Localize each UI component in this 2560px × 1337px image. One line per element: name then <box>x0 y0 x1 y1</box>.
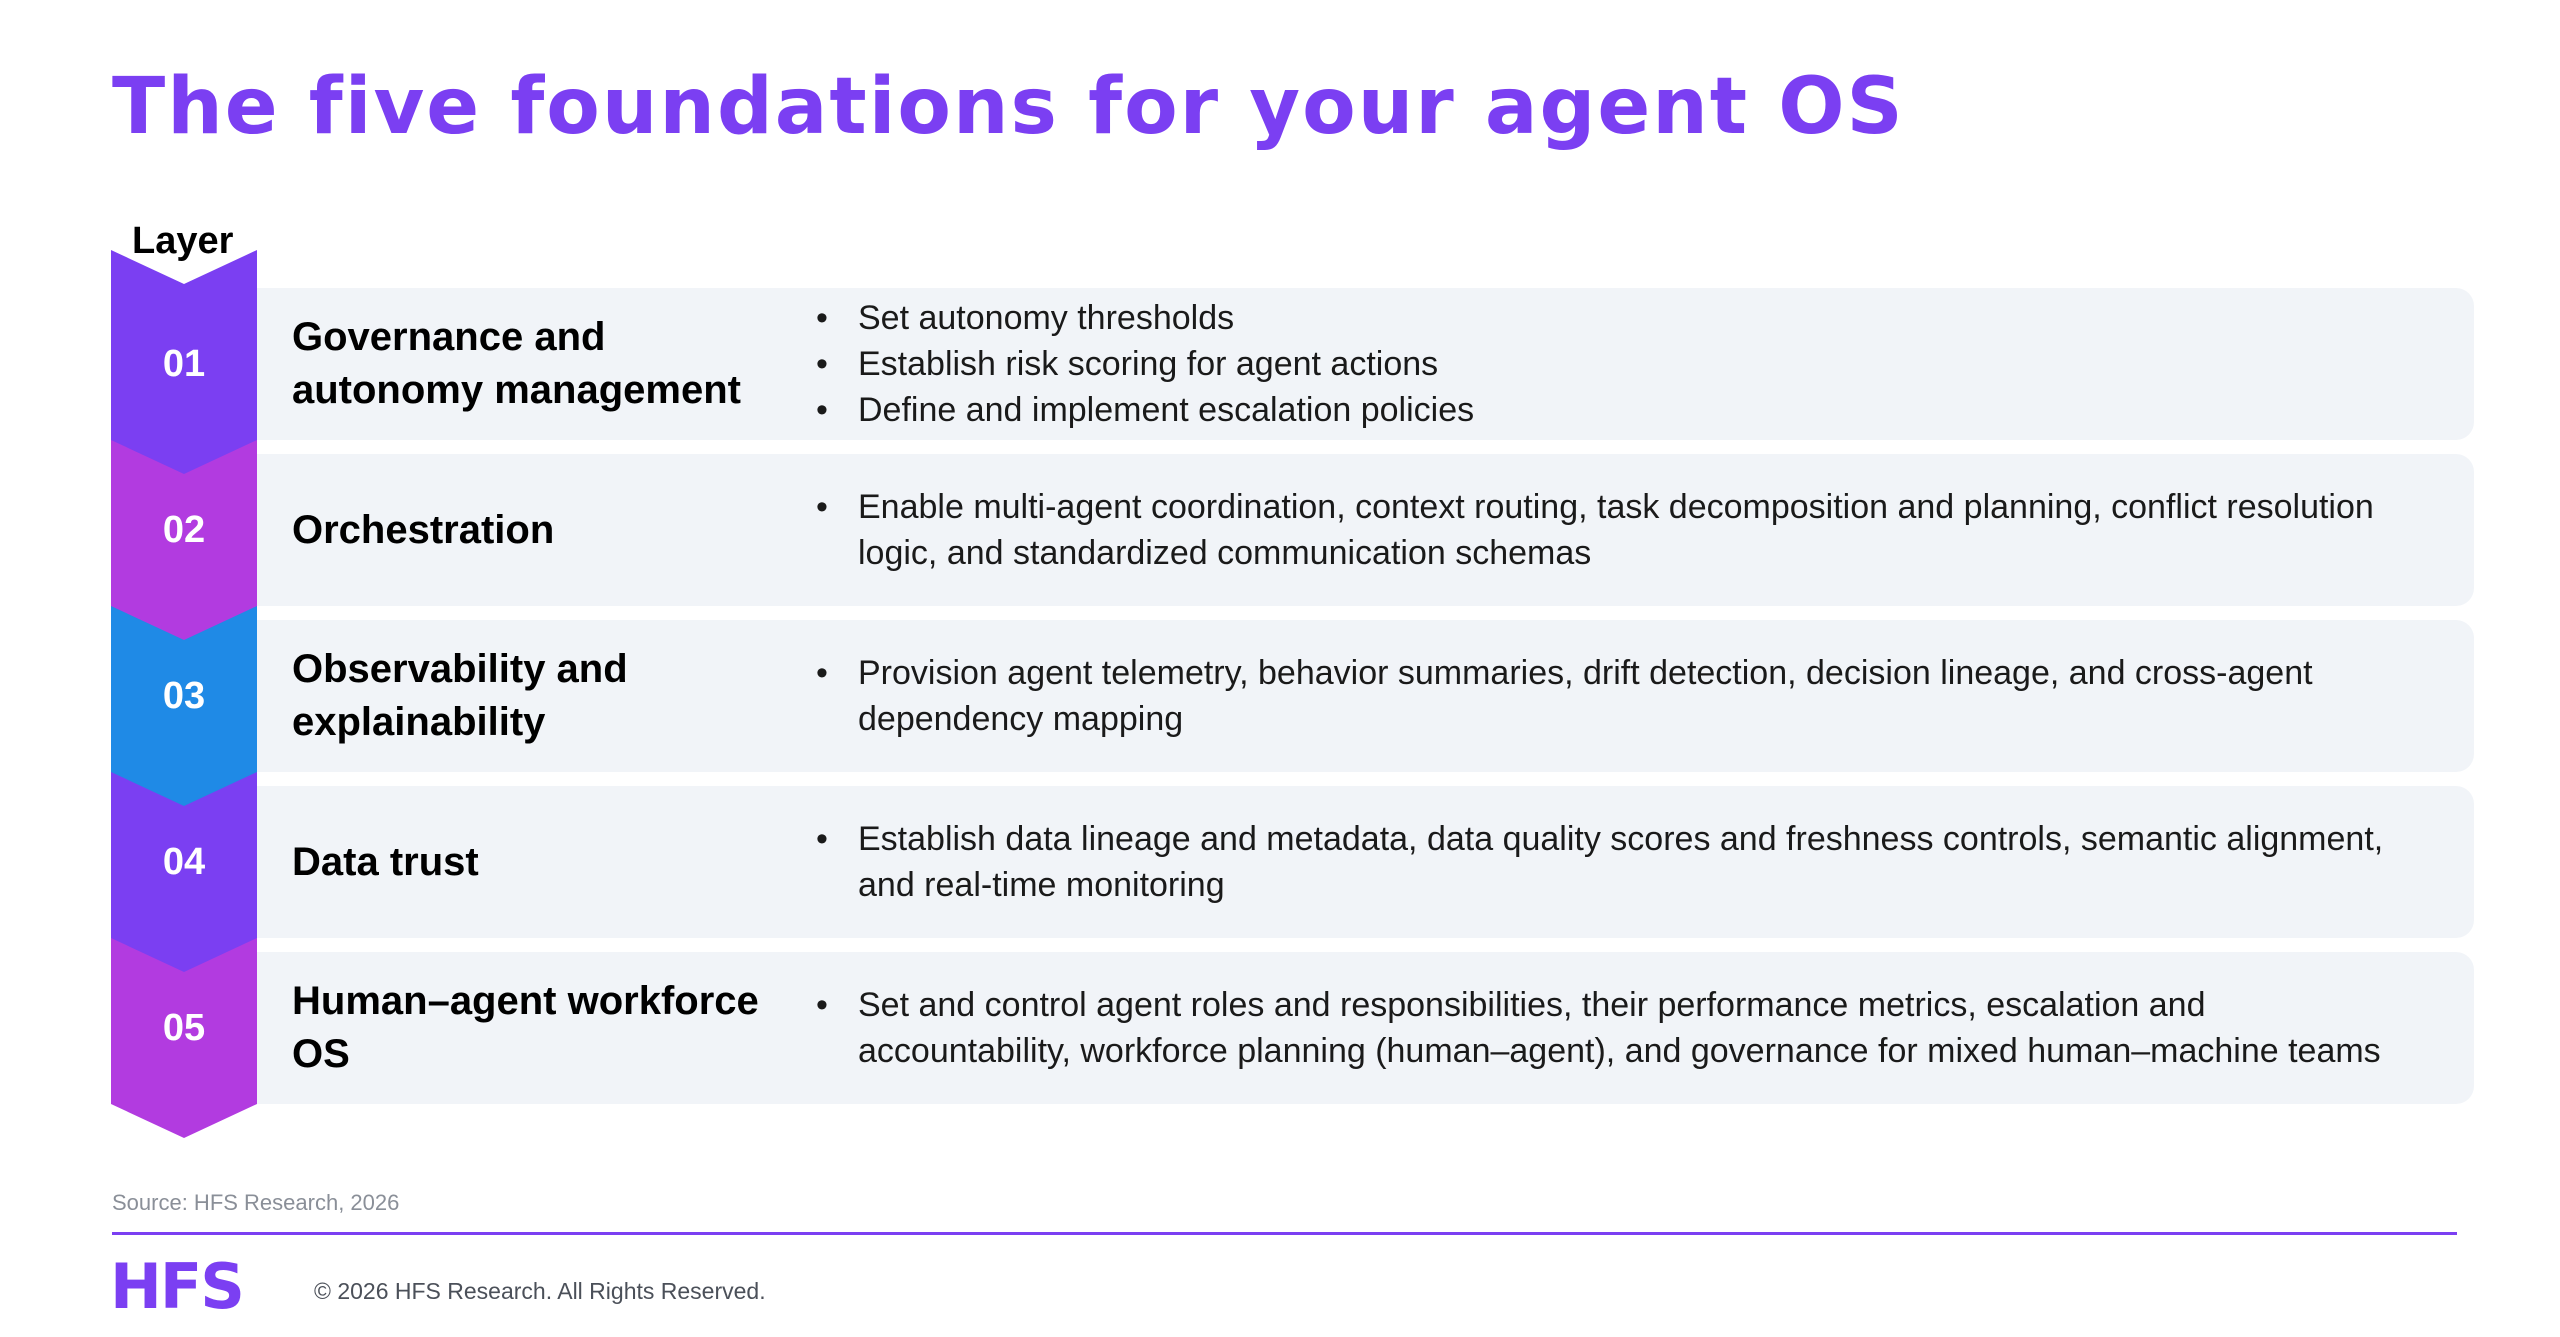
layer-name: Data trust <box>292 839 479 884</box>
layer-bullet-item: • Set and control agent roles and responsibilities, their performance metrics, escalation and accountability, workforce planning (human–agent), and governance for mixed human–machine teams <box>812 982 2420 1074</box>
footer-divider <box>112 1232 2457 1235</box>
layer-bullet-list <box>812 454 2420 606</box>
layer-row <box>0 620 2560 772</box>
layer-bullet-list <box>812 952 2420 1104</box>
layer-column-header: Layer <box>132 220 234 262</box>
source-note: Source: HFS Research, 2026 <box>112 1190 400 1215</box>
layer-row <box>0 952 2560 1104</box>
layer-bullet-item: • Set autonomy thresholds <box>812 295 2420 341</box>
layer-name: Human–agent workforce OS <box>292 979 759 1076</box>
layer-number: 05 <box>162 1006 206 1049</box>
layer-name: Observability and explainability <box>292 647 628 744</box>
layer-bullet-item: • Establish risk scoring for agent actions <box>812 341 2420 387</box>
layer-number: 01 <box>162 342 206 385</box>
layer-name: Orchestration <box>292 507 555 552</box>
layer-row <box>0 288 2560 440</box>
layer-name: Governance and autonomy management <box>292 315 741 412</box>
layer-number: 04 <box>162 840 206 883</box>
layer-bullet-list <box>812 786 2420 938</box>
hfs-logo: HFS <box>110 1250 243 1323</box>
layer-bullet-list <box>812 620 2420 772</box>
layer-number: 02 <box>162 508 206 551</box>
layer-number: 03 <box>162 674 206 717</box>
layer-bullet-item: • Establish data lineage and metadata, data quality scores and freshness controls, semantic alignment, and real-time monitoring <box>812 816 2420 908</box>
layer-row <box>0 786 2560 938</box>
page-title: The five foundations for your agent OS <box>112 62 1905 152</box>
layer-bullet-item: • Provision agent telemetry, behavior summaries, drift detection, decision lineage, and cross-agent dependency mapping <box>812 650 2420 742</box>
copyright-text: © 2026 HFS Research. All Rights Reserved. <box>314 1278 766 1304</box>
layer-bullet-list <box>812 288 2420 440</box>
layer-row <box>0 454 2560 606</box>
layer-bullet-item: • Enable multi-agent coordination, context routing, task decomposition and planning, conflict resolution logic, and standardized communication schemas <box>812 484 2420 576</box>
layer-bullet-item: • Define and implement escalation policies <box>812 387 2420 433</box>
